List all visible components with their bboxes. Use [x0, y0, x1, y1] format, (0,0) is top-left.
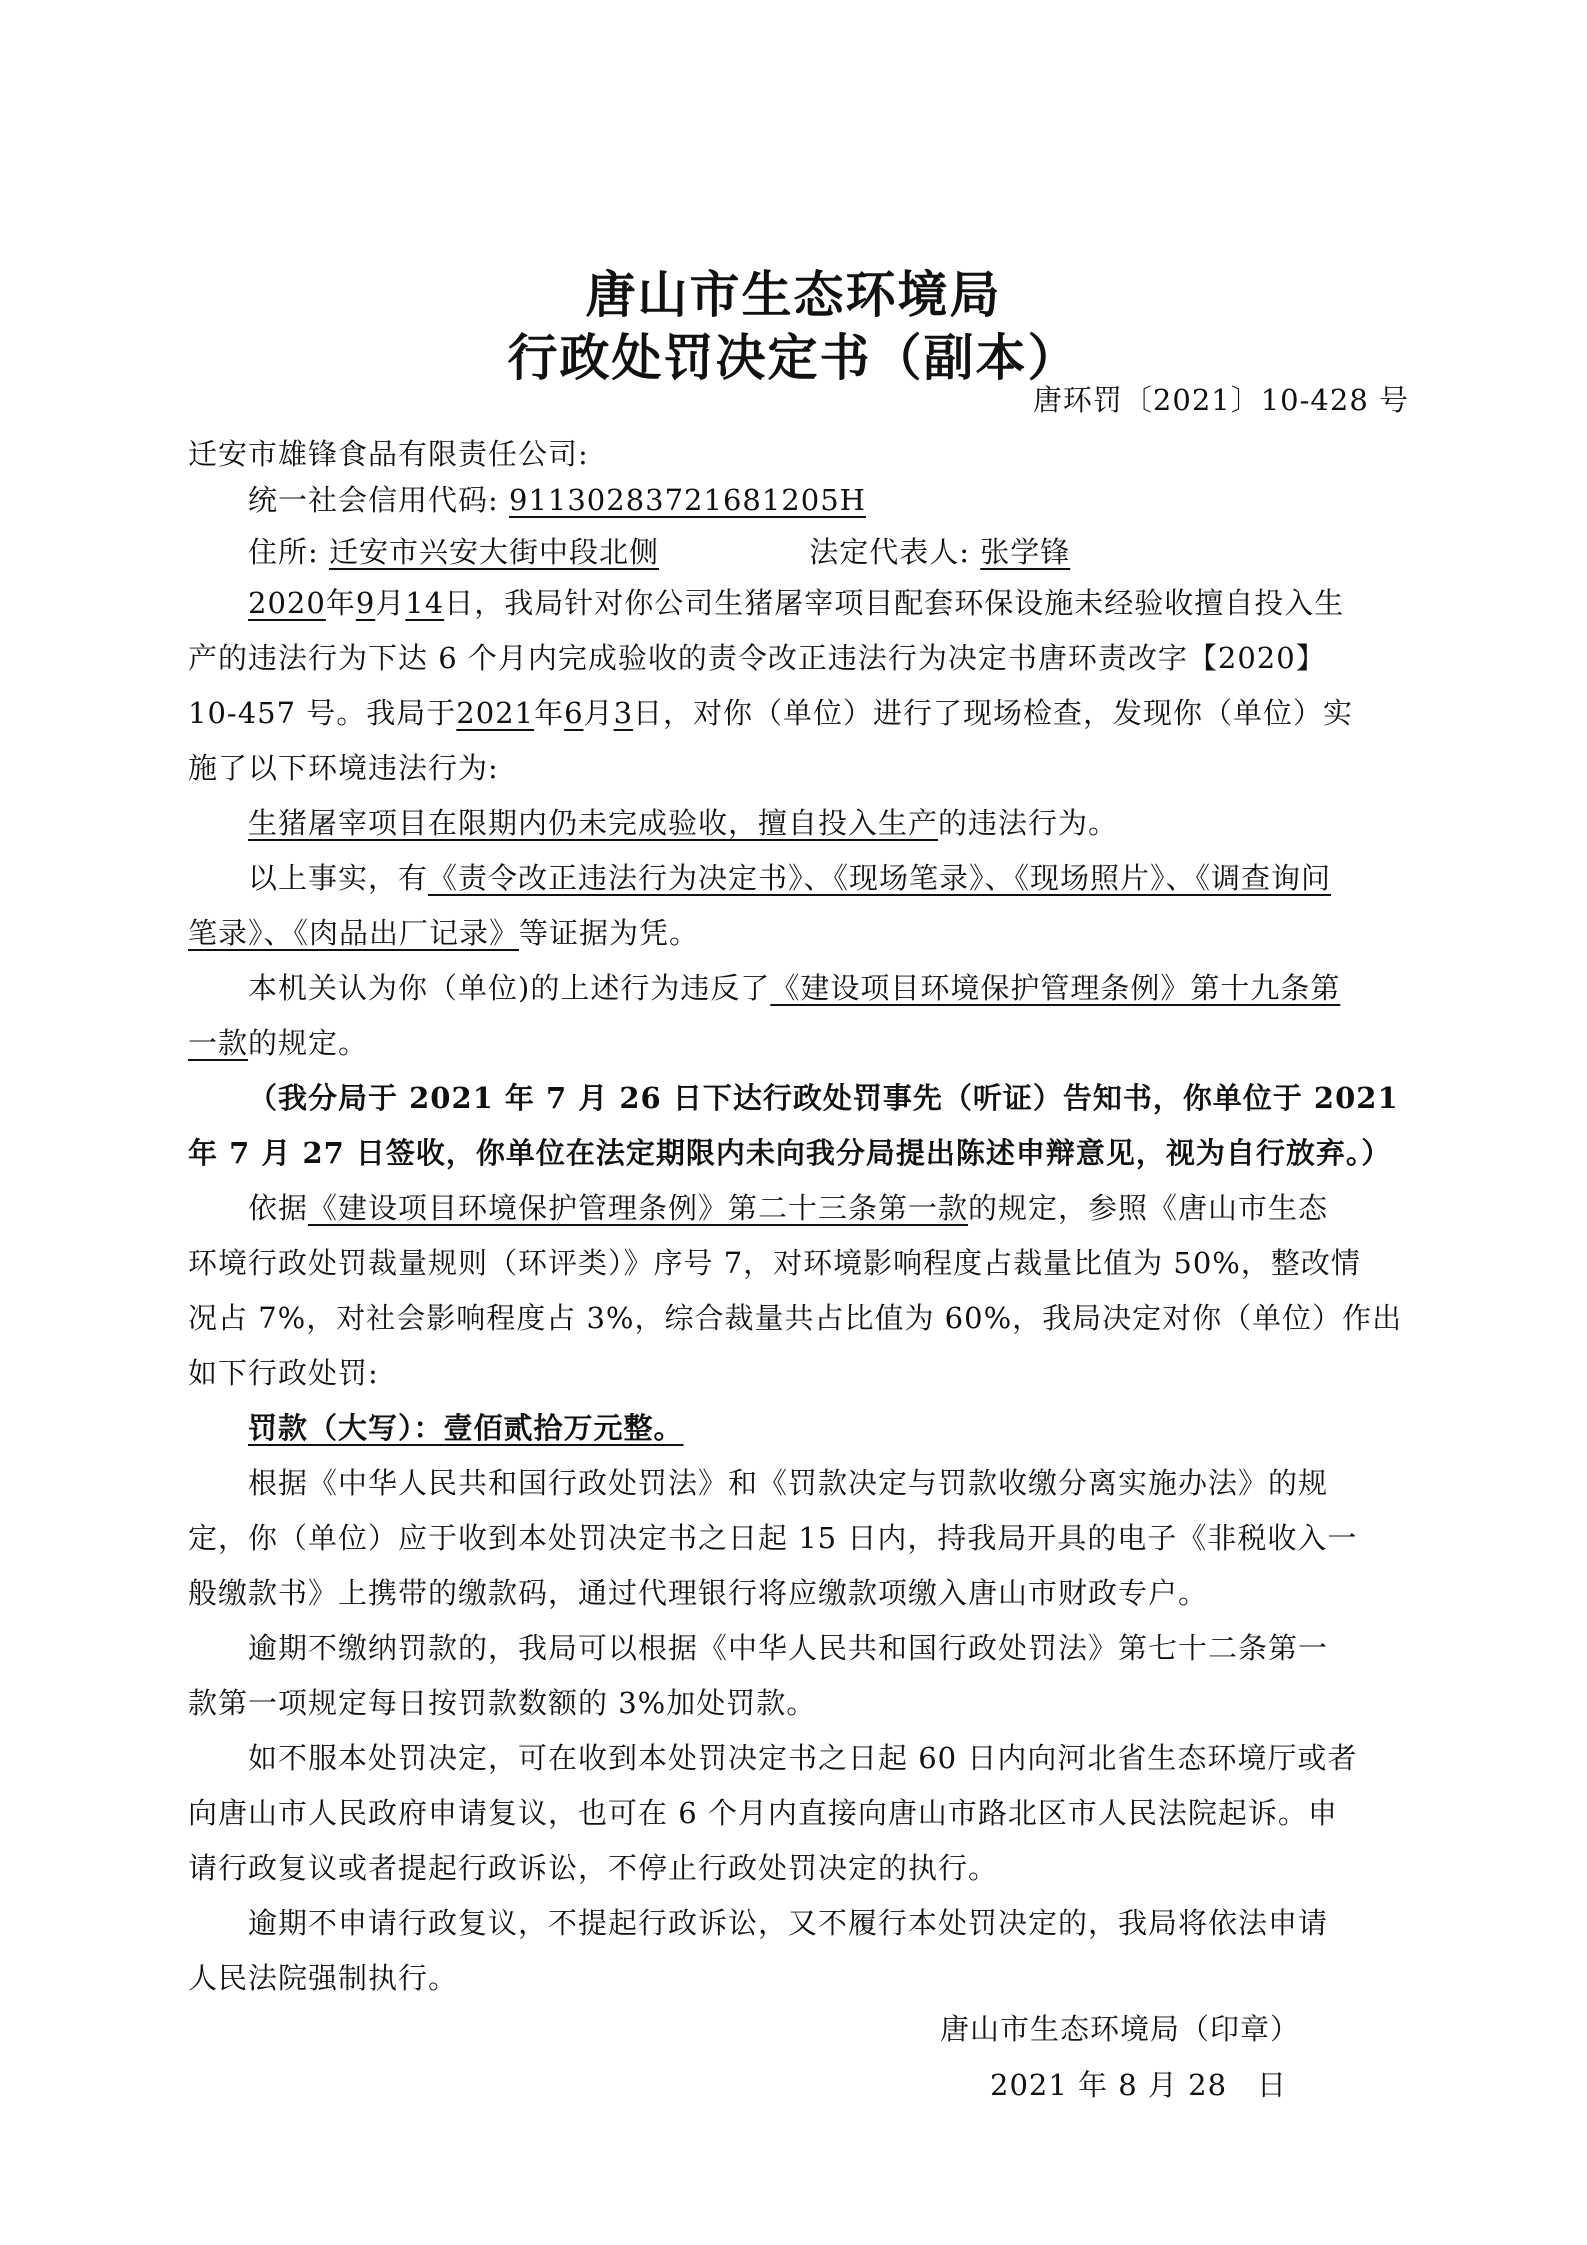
rep-value: 张学锋 [980, 535, 1071, 569]
rep-label: 法定代表人: [809, 535, 970, 569]
late-payment-paragraph [188, 1621, 1413, 1731]
document-number: 唐环罚〔2021〕10-428 号 [1032, 383, 1409, 417]
enforce-line-2: 人民法院强制执行。 [188, 1961, 459, 1995]
text: 日，对你（单位）进行了现场检查，发现你（单位）实 [633, 696, 1354, 730]
appeal-line-3: 请行政复议或者提起行政诉讼，不停止行政处罚决定的执行。 [188, 1851, 999, 1885]
penalty-amount-text: 罚款（大写）：壹佰贰拾万元整。 [248, 1411, 684, 1445]
late-line-1: 逾期不缴纳罚款的，我局可以根据《中华人民共和国行政处罚法》第七十二条第一 [248, 1631, 1329, 1665]
appeal-line-2: 向唐山市人民政府申请复议，也可在 6 个月内直接向唐山市路北区市人民法院起诉。申 [188, 1796, 1338, 1830]
notice-day: 14 [405, 586, 445, 620]
address-line [248, 530, 1413, 575]
facts-line-4: 施了以下环境违法行为: [188, 751, 499, 785]
evidence-list: 《责令改正违法行为决定书》、《现场笔录》、《现场照片》、《调查询问 [428, 861, 1332, 895]
text: 年 [325, 586, 356, 620]
text: 月 [583, 696, 614, 730]
address-label: 住所: [248, 535, 319, 569]
violation-description: 生猪屠宰项目在限期内仍未完成验收，擅自投入生产 [248, 806, 939, 840]
agency-title: 唐山市生态环境局 [585, 265, 1002, 324]
text: 依据 [248, 1191, 309, 1225]
address-value: 迁安市兴安大街中段北侧 [329, 535, 660, 569]
payment-line-3: 般缴款书》上携带的缴款码，通过代理银行将应缴款项缴入唐山市财政专户。 [188, 1576, 1209, 1610]
text: 日，我局针对你公司生猪屠宰项目配套环保设施未经验收擅自投入生 [444, 586, 1345, 620]
enforcement-paragraph [188, 1896, 1413, 2006]
notice-line-2: 年 7 月 27 日签收，你单位在法定期限内未向我分局提出陈述申辩意见，视为自行放弃。） [188, 1136, 1392, 1170]
facts-line-2: 产的违法行为下达 6 个月内完成验收的责令改正违法行为决定书唐环责改字【2020】 [188, 641, 1326, 675]
signature-agency: 唐山市生态环境局（印章） [940, 2012, 1301, 2046]
document-title: 行政处罚决定书（副本） [507, 328, 1080, 387]
evidence-paragraph [188, 851, 1413, 961]
penalty-regulation: 《建设项目环境保护管理条例》第二十三条第一款 [308, 1191, 969, 1225]
notice-line-1: （我分局于 2021 年 7 月 26 日下达行政处罚事先（听证）告知书，你单位于 2021 [248, 1081, 1399, 1115]
text: 月 [375, 586, 406, 620]
text: 10-457 号。我局于 [188, 696, 457, 730]
text: 年 [534, 696, 565, 730]
regulation-clause: 一款 [188, 1026, 249, 1060]
legal-basis-paragraph [188, 1181, 1413, 1401]
appeal-line-1: 如不服本处罚决定，可在收到本处罚决定书之日起 60 日内向河北省生态环境厅或者 [248, 1741, 1358, 1775]
facts-paragraph [188, 576, 1413, 851]
basis-line-3: 况占 7%，对社会影响程度占 3%，综合裁量共占比值为 60%，我局决定对你（单位）作出 [188, 1301, 1403, 1335]
credit-code-label: 统一社会信用代码: [248, 483, 499, 517]
text: 以上事实，有 [248, 861, 429, 895]
party-name: 迁安市雄锋食品有限责任公司: [188, 437, 589, 471]
evidence-list-cont: 笔录》、《肉品出厂记录》 [188, 916, 520, 950]
payment-line-2: 定，你（单位）应于收到本处罚决定书之日起 15 日内，持我局开具的电子《非税收入一 [188, 1521, 1358, 1555]
inspection-day: 3 [613, 696, 634, 730]
text: 的违法行为。 [938, 806, 1119, 840]
hearing-notice-paragraph [188, 1071, 1413, 1181]
late-line-2: 款第一项规定每日按罚款数额的 3%加处罚款。 [188, 1686, 817, 1720]
notice-month: 9 [355, 586, 376, 620]
basis-line-4: 如下行政处罚: [188, 1356, 379, 1390]
text: 的规定。 [248, 1026, 369, 1060]
credit-code-line [248, 478, 1413, 523]
violated-regulation-paragraph [188, 961, 1413, 1071]
enforce-line-1: 逾期不申请行政复议，不提起行政诉讼，又不履行本处罚决定的，我局将依法申请 [248, 1906, 1329, 1940]
payment-paragraph [188, 1456, 1413, 1621]
signature-date: 2021 年 8 月 28 日 [990, 2068, 1288, 2102]
text: 的规定，参照《唐山市生态 [968, 1191, 1329, 1225]
regulation-name: 《建设项目环境保护管理条例》第十九条第 [770, 971, 1341, 1005]
credit-code-value: 91130283721681205H [509, 483, 866, 517]
text: 本机关认为你（单位)的上述行为违反了 [248, 971, 771, 1005]
appeal-paragraph [188, 1731, 1413, 1896]
inspection-year: 2021 [456, 696, 535, 730]
penalty-amount [188, 1401, 1413, 1456]
text: 等证据为凭。 [519, 916, 700, 950]
basis-line-2: 环境行政处罚裁量规则（环评类）》序号 7，对环境影响程度占裁量比值为 50%，整改情 [188, 1246, 1361, 1280]
inspection-month: 6 [564, 696, 584, 730]
notice-year: 2020 [248, 586, 326, 620]
payment-line-1: 根据《中华人民共和国行政处罚法》和《罚款决定与罚款收缴分离实施办法》的规 [248, 1466, 1329, 1500]
